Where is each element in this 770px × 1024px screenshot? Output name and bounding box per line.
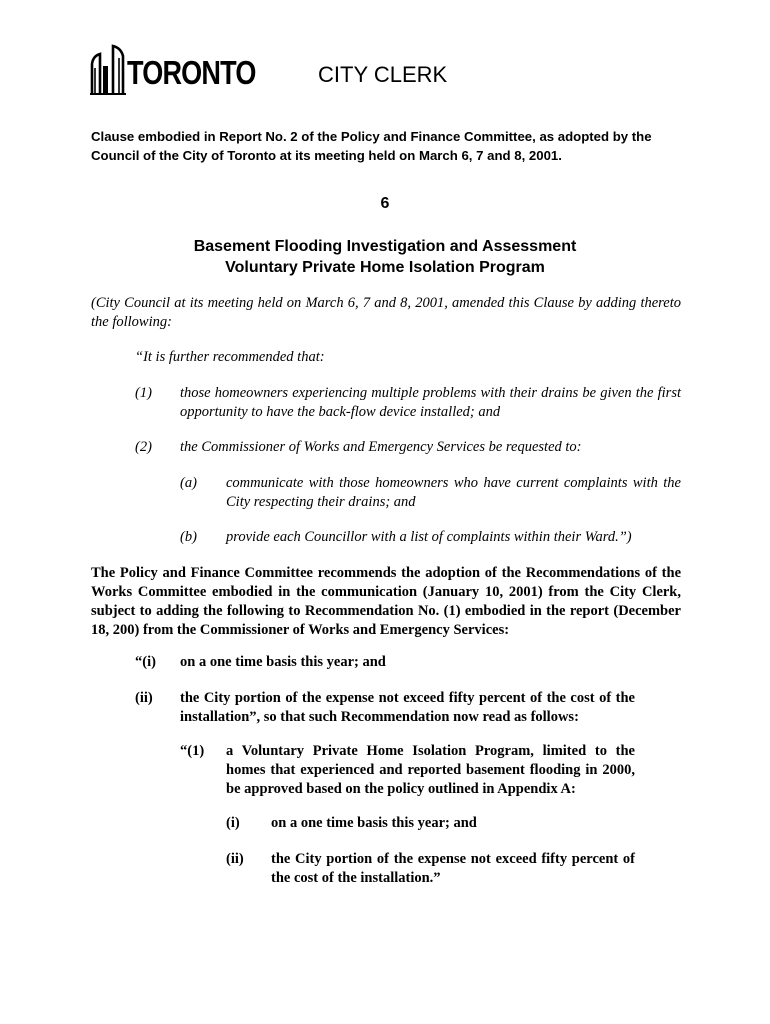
recommendation-1-i-label: (i) bbox=[226, 815, 240, 831]
toronto-logo bbox=[89, 44, 256, 96]
amendment-item-1-text: those homeowners experiencing multiple problems with their drains be given the first opportunity to have the back-flow device installed; and bbox=[180, 385, 681, 420]
amendment-intro: (City Council at its meeting held on March 6, 7 and 8, 2001, amended this Clause by adding thereto the following: bbox=[91, 295, 681, 330]
recommendation-1-ii-text: the City portion of the expense not exceed fifty percent of the cost of the installation.” bbox=[271, 851, 635, 886]
page-header bbox=[0, 40, 770, 100]
city-hall-icon bbox=[89, 44, 127, 96]
logo-wordmark: TORONTO bbox=[127, 54, 256, 91]
amendment-item-1-label: (1) bbox=[135, 385, 152, 401]
recommendation-item-i-label: “(i) bbox=[135, 654, 156, 670]
amendment-sub-b-text: provide each Councillor with a list of complaints within their Ward.”) bbox=[226, 529, 632, 545]
department-title: CITY CLERK bbox=[318, 62, 448, 87]
recommendation-item-i-text: on a one time basis this year; and bbox=[180, 654, 386, 670]
amendment-lead: “It is further recommended that: bbox=[135, 349, 325, 365]
clause-title bbox=[0, 236, 770, 278]
clause-number: 6 bbox=[380, 195, 390, 212]
amendment-sub-a-text: communicate with those homeowners who have current complaints with the City respecting their drains; and bbox=[226, 475, 681, 510]
recommendation-1-i-text: on a one time basis this year; and bbox=[271, 815, 477, 831]
recommendation-1-ii-label: (ii) bbox=[226, 851, 244, 867]
recommendation-1-label: “(1) bbox=[180, 743, 205, 759]
amendment-item-2-text: the Commissioner of Works and Emergency Services be requested to: bbox=[180, 439, 582, 455]
intro-text: Clause embodied in Report No. 2 of the Policy and Finance Committee, as adopted by the Council of the City of Toronto at its meeting held on March 6, 7 and 8, 2001. bbox=[91, 129, 652, 163]
amendment-sub-b-label: (b) bbox=[180, 529, 197, 545]
recommendation-paragraph: The Policy and Finance Committee recommends the adoption of the Recommendations of the Works Committee embodied in the communication (January 10, 2001) from the City Clerk, subject to adding the following to Recommendation No. (1) embodied in the report (December 18, 200) from the Commissioner of Works and Emergency Services: bbox=[91, 565, 681, 638]
clause-title-line-1: Basement Flooding Investigation and Assessment bbox=[193, 238, 577, 255]
recommendation-item-ii-label: (ii) bbox=[135, 690, 153, 706]
clause-title-line-2: Voluntary Private Home Isolation Program bbox=[225, 259, 545, 276]
amendment-item-2-label: (2) bbox=[135, 439, 152, 455]
amendment-sub-a-label: (a) bbox=[180, 475, 197, 491]
recommendation-1-text: a Voluntary Private Home Isolation Program, limited to the homes that experienced and reported basement flooding in 2000, be approved based on the policy outlined in Appendix A: bbox=[226, 743, 635, 797]
recommendation-item-ii-text: the City portion of the expense not exceed fifty percent of the cost of the installation”, so that such Recommendation now read as follows: bbox=[180, 690, 635, 725]
